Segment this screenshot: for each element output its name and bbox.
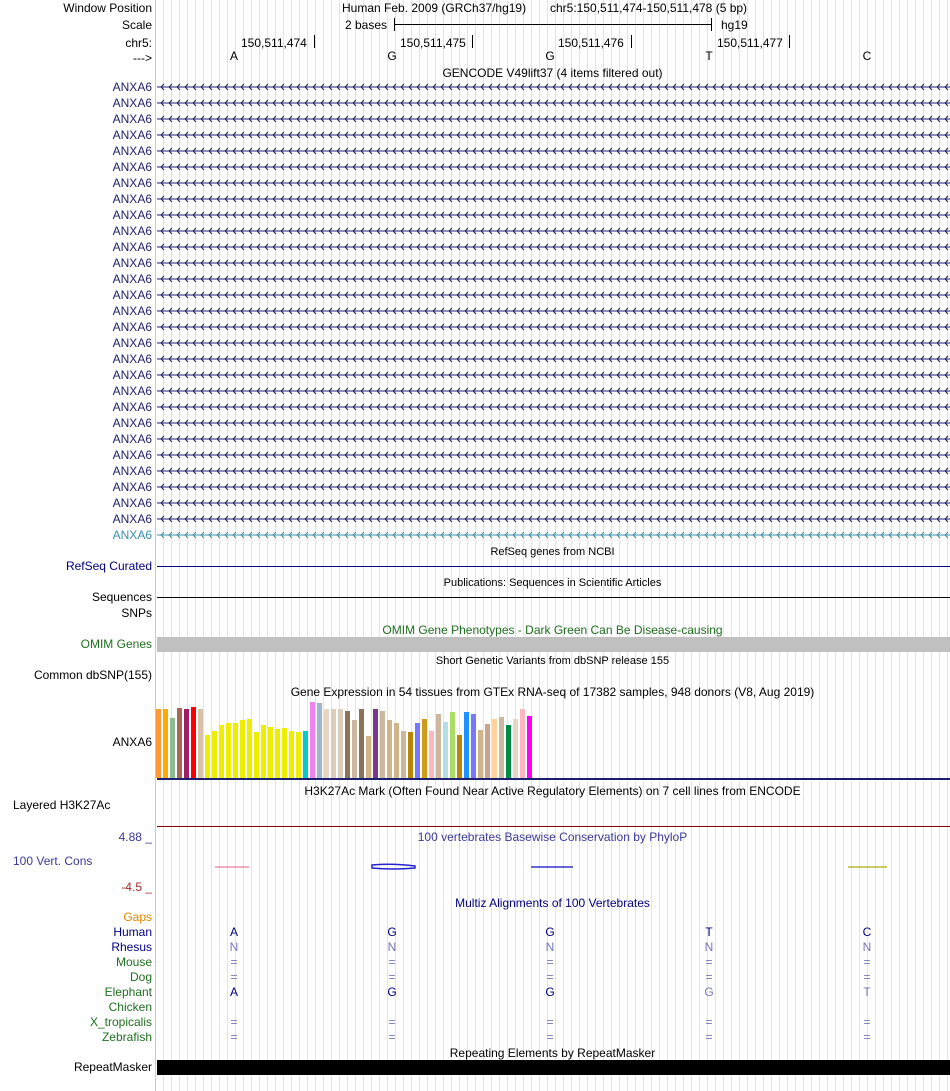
alignment-base: = (705, 1030, 713, 1044)
gene-label[interactable]: ANXA6 (112, 512, 152, 526)
gtex-gene-label[interactable]: ANXA6 (112, 735, 152, 749)
scale-label: Scale (121, 18, 152, 32)
gene-model-line[interactable] (157, 146, 950, 156)
alignment-base: = (705, 970, 713, 984)
alignment-base: N (545, 940, 555, 954)
repeatmasker-track-label[interactable]: RepeatMasker (73, 1060, 152, 1074)
alignment-base: G (387, 985, 397, 999)
gene-model-line[interactable] (157, 226, 950, 236)
gene-label[interactable]: ANXA6 (112, 240, 152, 254)
gene-model-line[interactable] (157, 162, 950, 172)
gene-model-line[interactable] (157, 482, 950, 492)
refseq-track-title[interactable]: RefSeq genes from NCBI (490, 546, 615, 558)
gtex-tissue-bar[interactable] (254, 732, 259, 778)
gtex-tissue-bar[interactable] (226, 723, 231, 778)
gtex-tissue-bar[interactable] (163, 709, 168, 778)
coordinate-label: 150,511,476 (558, 36, 624, 50)
gene-model-line[interactable] (157, 210, 950, 220)
refseq-density-line[interactable] (157, 566, 950, 567)
gene-label[interactable]: ANXA6 (112, 128, 152, 142)
gene-label[interactable]: ANXA6 (112, 80, 152, 94)
base-letter: T (705, 49, 713, 63)
gtex-tissue-bar[interactable] (275, 729, 280, 778)
gtex-tissue-bar[interactable] (170, 718, 175, 778)
alignment-base: N (704, 940, 714, 954)
gene-model-line[interactable] (157, 242, 950, 252)
gene-model-line[interactable] (157, 130, 950, 140)
gene-model-line[interactable] (157, 498, 950, 508)
alignment-base: T (705, 925, 713, 939)
gtex-tissue-bar[interactable] (513, 719, 518, 778)
alignment-base: = (230, 1015, 238, 1029)
publications-track-label[interactable]: Sequences (91, 590, 152, 604)
gene-label[interactable]: ANXA6 (112, 528, 152, 542)
gene-label[interactable]: ANXA6 (112, 464, 152, 478)
alignment-base: N (862, 940, 872, 954)
chrom-label: chr5: (125, 36, 152, 50)
gtex-tissue-bar[interactable] (338, 709, 343, 778)
gene-model-line[interactable] (157, 434, 950, 444)
gtex-tissue-bar[interactable] (380, 711, 385, 778)
gene-model-line[interactable] (157, 466, 950, 476)
gtex-tissue-bar[interactable] (177, 708, 182, 778)
gtex-tissue-bar[interactable] (359, 709, 364, 778)
omim-track-title[interactable]: OMIM Gene Phenotypes - Dark Green Can Be Disease-causing (382, 623, 723, 637)
position-label[interactable]: chr5:150,511,474-150,511,478 (5 bp) (550, 1, 748, 15)
alignment-base: C (862, 925, 872, 939)
gene-label[interactable]: ANXA6 (112, 288, 152, 302)
gtex-tissue-bar[interactable] (205, 735, 210, 778)
gene-model-line[interactable] (157, 194, 950, 204)
alignment-base: G (545, 925, 555, 939)
alignment-base: A (229, 985, 238, 999)
base-letter: C (862, 49, 872, 63)
alignment-base: = (388, 1015, 396, 1029)
dbsnp-track-title[interactable]: Short Genetic Variants from dbSNP release 155 (435, 655, 670, 667)
refseq-track-label[interactable]: RefSeq Curated (65, 559, 152, 573)
phylop-max-label: 4.88 _ (118, 830, 152, 844)
gene-label[interactable]: ANXA6 (112, 208, 152, 222)
db-label: hg19 (721, 18, 748, 32)
alignment-base: A (229, 925, 238, 939)
alignment-base: = (863, 1030, 871, 1044)
gene-model-line[interactable] (157, 274, 950, 284)
multiz-track-title[interactable]: Multiz Alignments of 100 Vertebrates (455, 896, 650, 910)
species-label[interactable]: Dog (129, 970, 152, 984)
gene-label[interactable]: ANXA6 (112, 384, 152, 398)
gene-label[interactable]: ANXA6 (112, 272, 152, 286)
gtex-tissue-bar[interactable] (527, 716, 532, 778)
gtex-tissue-bar[interactable] (506, 725, 511, 778)
gene-label[interactable]: ANXA6 (112, 448, 152, 462)
gene-label[interactable]: ANXA6 (112, 304, 152, 318)
h3k27ac-signal-line[interactable] (157, 826, 950, 827)
gene-model-line[interactable] (157, 530, 950, 540)
gene-model-line[interactable] (157, 386, 950, 396)
coordinate-tick (789, 35, 790, 48)
h3k27ac-track-label[interactable]: Layered H3K27Ac (13, 798, 111, 812)
phylop-min-label: -4.5 _ (121, 880, 152, 894)
alignment-base: = (546, 970, 554, 984)
gtex-tissue-bar[interactable] (464, 712, 469, 778)
omim-track-label[interactable]: OMIM Genes (80, 637, 152, 651)
gene-label[interactable]: ANXA6 (112, 480, 152, 494)
species-label[interactable]: Rhesus (111, 940, 152, 954)
gtex-tissue-bar[interactable] (296, 732, 301, 778)
alignment-base: = (546, 955, 554, 969)
gene-label[interactable]: ANXA6 (112, 400, 152, 414)
gene-label[interactable]: ANXA6 (112, 96, 152, 110)
gtex-tissue-bar[interactable] (387, 720, 392, 778)
gene-label[interactable]: ANXA6 (112, 256, 152, 270)
alignment-base: = (863, 970, 871, 984)
gene-model-line[interactable] (157, 178, 950, 188)
gtex-tissue-bar[interactable] (471, 714, 476, 778)
gtex-tissue-bar[interactable] (429, 731, 434, 778)
alignment-base: = (230, 970, 238, 984)
alignment-base: = (388, 1030, 396, 1044)
gtex-tissue-bar[interactable] (184, 709, 189, 778)
gene-label[interactable]: ANXA6 (112, 320, 152, 334)
gtex-tissue-bar[interactable] (331, 709, 336, 778)
gtex-track-title[interactable]: Gene Expression in 54 tissues from GTEx RNA-seq of 17382 samples, 948 donors (V8, Aug 2019) (290, 685, 815, 699)
gene-model-line[interactable] (157, 514, 950, 524)
species-label[interactable]: Elephant (104, 985, 152, 999)
gene-label[interactable]: ANXA6 (112, 416, 152, 430)
gtex-tissue-bar[interactable] (436, 714, 441, 778)
scale-bar-right-tick (711, 18, 712, 31)
gene-label[interactable]: ANXA6 (112, 144, 152, 158)
gtex-expression-chart[interactable] (155, 700, 950, 780)
gtex-tissue-bar[interactable] (156, 709, 161, 778)
alignment-base: = (863, 955, 871, 969)
phylop-track-label[interactable]: 100 Vert. Cons (13, 854, 93, 868)
gene-label[interactable]: ANXA6 (112, 368, 152, 382)
dbsnp-track-label[interactable]: Common dbSNP(155) (33, 668, 152, 682)
coordinate-tick (314, 35, 315, 48)
alignment-base: G (545, 985, 555, 999)
snps-track-label[interactable]: SNPs (121, 606, 152, 620)
gtex-tissue-bar[interactable] (198, 709, 203, 778)
coordinate-label: 150,511,474 (241, 36, 307, 50)
gene-label[interactable]: ANXA6 (112, 336, 152, 350)
gtex-tissue-bar[interactable] (289, 731, 294, 778)
gene-label[interactable]: ANXA6 (112, 112, 152, 126)
gtex-tissue-bar[interactable] (443, 722, 448, 778)
coordinate-label: 150,511,475 (400, 36, 466, 50)
gene-label[interactable]: ANXA6 (112, 352, 152, 366)
gtex-tissue-bar[interactable] (415, 723, 420, 778)
coordinate-tick (472, 35, 473, 48)
gtex-tissue-bar[interactable] (394, 723, 399, 778)
gene-model-line[interactable] (157, 338, 950, 348)
ruler-header (0, 0, 950, 70)
gtex-tissue-bar[interactable] (366, 736, 371, 778)
multiz-gaps-label[interactable]: Gaps (123, 910, 152, 924)
gene-model-line[interactable] (157, 370, 950, 380)
phylop-signal[interactable] (155, 860, 950, 876)
coordinate-label: 150,511,477 (717, 36, 783, 50)
gtex-tissue-bar[interactable] (401, 731, 406, 778)
gene-model-line[interactable] (157, 98, 950, 108)
species-label[interactable]: Zebrafish (101, 1030, 152, 1044)
alignment-base: N (387, 940, 397, 954)
publications-track-title[interactable]: Publications: Sequences in Scientific Articles (443, 577, 662, 589)
gene-model-line[interactable] (157, 82, 950, 92)
gene-label[interactable]: ANXA6 (112, 176, 152, 190)
gtex-tissue-bar[interactable] (268, 727, 273, 778)
species-label[interactable]: Chicken (108, 1000, 152, 1014)
alignment-base: = (705, 1015, 713, 1029)
scale-value: 2 bases (345, 18, 388, 32)
gtex-tissue-bar[interactable] (373, 709, 378, 778)
assembly-label: Human Feb. 2009 (GRCh37/hg19) (342, 1, 527, 15)
alignment-base: = (388, 970, 396, 984)
alignment-base: = (388, 955, 396, 969)
alignment-base: = (230, 1030, 238, 1044)
gtex-tissue-bar[interactable] (247, 719, 252, 778)
base-letter: A (229, 49, 238, 63)
gtex-tissue-bar[interactable] (261, 725, 266, 778)
gene-model-line[interactable] (157, 402, 950, 412)
gtex-tissue-bar[interactable] (408, 732, 413, 778)
gene-label[interactable]: ANXA6 (112, 432, 152, 446)
omim-feature-bar[interactable] (157, 637, 950, 652)
alignment-base: G (387, 925, 397, 939)
alignment-base: = (863, 1015, 871, 1029)
base-letter: G (545, 49, 555, 63)
base-letter: G (387, 49, 397, 63)
gene-model-line[interactable] (157, 354, 950, 364)
alignment-base: = (546, 1030, 554, 1044)
gtex-tissue-bar[interactable] (345, 711, 350, 778)
gtex-tissue-bar[interactable] (422, 719, 427, 778)
gtex-tissue-bar[interactable] (492, 719, 497, 778)
gtex-tissue-bar[interactable] (324, 709, 329, 778)
species-label[interactable]: Mouse (115, 955, 152, 969)
gtex-tissue-bar[interactable] (457, 735, 462, 778)
scale-bar (394, 24, 712, 25)
gtex-tissue-bar[interactable] (240, 720, 245, 778)
repeatmasker-feature-bar[interactable] (157, 1060, 950, 1075)
window-position-label: Window Position (63, 1, 152, 15)
gene-model-line[interactable] (157, 258, 950, 268)
scale-bar-left-tick (394, 18, 395, 31)
gtex-tissue-bar[interactable] (317, 703, 322, 778)
phylop-track-title[interactable]: 100 vertebrates Basewise Conservation by PhyloP (417, 830, 688, 844)
gene-model-line[interactable] (157, 418, 950, 428)
gtex-baseline (157, 778, 950, 780)
gtex-tissue-bar[interactable] (303, 731, 308, 778)
gtex-tissue-bar[interactable] (450, 712, 455, 778)
species-label[interactable]: Human (113, 925, 152, 939)
species-label[interactable]: X_tropicalis (89, 1015, 152, 1029)
h3k27ac-track-title[interactable]: H3K27Ac Mark (Often Found Near Active Regulatory Elements) on 7 cell lines from ENCODE (304, 784, 801, 798)
alignment-base: T (863, 985, 871, 999)
phylop-segment (372, 864, 415, 869)
gene-model-line[interactable] (157, 114, 950, 124)
alignment-base: = (230, 955, 238, 969)
gene-model-line[interactable] (157, 290, 950, 300)
gtex-tissue-bar[interactable] (478, 730, 483, 778)
gtex-tissue-bar[interactable] (485, 724, 490, 778)
gtex-tissue-bar[interactable] (352, 720, 357, 778)
gtex-tissue-bar[interactable] (499, 717, 504, 778)
gene-model-line[interactable] (157, 322, 950, 332)
gtex-tissue-bar[interactable] (520, 709, 525, 778)
publications-density-line[interactable] (157, 597, 950, 598)
gene-label[interactable]: ANXA6 (112, 496, 152, 510)
gtex-tissue-bar[interactable] (233, 723, 238, 778)
alignment-base: = (546, 1015, 554, 1029)
gencode-track-title[interactable]: GENCODE V49lift37 (4 items filtered out) (442, 66, 663, 80)
gene-label[interactable]: ANXA6 (112, 160, 152, 174)
gene-model-line[interactable] (157, 450, 950, 460)
gtex-tissue-bar[interactable] (219, 725, 224, 778)
gtex-tissue-bar[interactable] (282, 728, 287, 778)
repeatmasker-track-title[interactable]: Repeating Elements by RepeatMasker (449, 1046, 656, 1060)
alignment-base: = (705, 955, 713, 969)
gtex-tissue-bar[interactable] (310, 702, 315, 778)
alignment-base: N (229, 940, 239, 954)
gtex-tissue-bar[interactable] (191, 707, 196, 778)
gene-label[interactable]: ANXA6 (112, 224, 152, 238)
gtex-tissue-bar[interactable] (212, 731, 217, 778)
coordinate-tick (631, 35, 632, 48)
strand-label: ---> (133, 51, 152, 65)
gene-model-line[interactable] (157, 306, 950, 316)
gene-label[interactable]: ANXA6 (112, 192, 152, 206)
alignment-base: G (704, 985, 714, 999)
